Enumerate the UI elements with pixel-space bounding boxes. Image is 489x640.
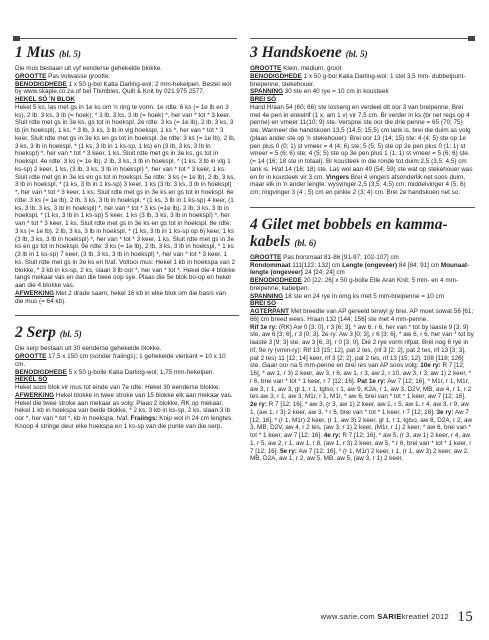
section-heading: SPANNING [250,88,284,96]
needle-rule-mid-right [250,207,475,208]
page-number: 15 [457,609,473,625]
section-heading: GROOTTE [15,72,47,80]
footer-issue: kreatief 2012 [401,612,449,621]
footer-url: www.sarie.com [320,612,375,621]
section-heading: BENODIGDHEDE [15,368,67,376]
section-heading: AGTERPANT [250,308,290,315]
section-heading: HEKEL SÓ 'N BLOK [15,96,75,103]
pattern-title: 4 Gilet met bobbels en kamma-kabels (bl. 6) [250,215,448,250]
pattern-gilet: 4 Gilet met bobbels en kamma-kabels (bl. 6) GROOTTE Pas borsmaat 81-86 [91-97; 102-107] cm Rondommaat 111[122; 132] cm Lengte (ongeveer) 84 [84; 91] cm Mounaat-lengte (ongeveer) 24 [24; 24] cm BENODIGDHEDE 20 [22; 26] x 50 g-bolle Elle Aran Knit; 5 mm- en 4 mm-breipenne; kabelpen. SPANNING 18 ste en 24 rye in omg ks met 5 mm-breipenne = 10 cm BREI SÓ AGTERPANT Met breedte van AP gereeld terwyl jy brei. AP moet sowat 56 [61; 66] cm breed wees. H/aan 132 [144; 156] ste met 4 mm-penne. Rif 1e ry: (RK) Aw 0 [3; 0], r 3 [6; 3], * aw 6, r 6, her van * tot by laaste 9 [3; 9] ste, aw 6 [3; 6], r 3 [0; 3]. 2e ry: Aw 3 [0; 3], r 6 [3; 6], * aw 6, r 6, her van * tot by laaste 3 [9; 3] ste, aw 3 [6; 3], r 0 [3; 0]. Dié 2 rye vorm rifpat. Brei nog 6 rye in rif. 9e ry (vmin-ry): Rif 13 [15; 12], pat 2 tes, (rif 3 [2; 2], pat 2 tes, rif 13 [3; 3], pat 2 tes) 11 [12; 14] keer, rif 3 [2; 2], pat 2 tes, rif 13 [15; 12]. 108 [118; 126] ste. Gaan oor na 5 mm-penne en brei res van AP soos volg: 10e ry: R 7 [12; 16], * aw 1, r 3) 2 keer, aw 3, r 6, aw 1, r 3, aw 2, r 10, aw 3, r 3, aw 1) 2 keer, * r 6, brei van * tot * 1 keer, r 7 [12; 16]. Pat 1e ry: Aw 7 [12; 16], * M1r, r 1, M1r, aw 3, r 1, aw 3, gl 1, r 1, tglso, r 1, aw 9, K2A, r 1, aw 3, D2V, MB, aw 4, r 1, r 2 tes aw 3, r 1, aw 3, M1r, r 1, M1r, * aw 6, brei van * tot * 1 keer, aw 7 [12; 16]. 2e ry: R 7 [12; 16], * aw 3, (r 3, aw 1) 2 keer, aw 1, r 5, aw 1, r 4, aw 3, r 9, aw 1, (aw 1, r 3) 2 keer, aw 3, * r 6, brei van * tot * 1 keer, r 7 [12; 16]. 3e ry: Aw 7 [12; 16], * (r 1, M1r) 2 keer, (r 1, aw 3) 2 keer, gl 1, r 1, tglso, aw 8, D2A, r 2, aw 3, MB, D2V, aw 4, r 2 tes, (aw 3, r 1) 2 keer, (M1r, r 1) 2 keer, * aw 6, brei van * tot * 1 keer, aw 7 [12; 16]. 4e ry: R 7 [12; 16], * aw 5, (r 3, aw 1) 2 keer, r 4, aw 1, r 5, aw 2, r 1, aw 1, r 8, (aw 1, r 3) 2 keer, aw 5, * r 6, brei van * tot * 1 keer, r 7 [12; 16]. 5e ry: Aw 7 [12; 16], * (r 1, M1r) 2 keer, r 1, (r 1, aw 3) 2 keer, aw 2, MB, D2A, aw 1, r 2, aw 5, MB, aw 5, (aw 3, r 1) 2 keer, [250,215,474,463]
pattern-title: 3 Handskoene (bl. 5) [250,44,368,61]
left-column [15,44,236,431]
section-heading: GROOTTE [250,253,282,261]
needle-rule-left [13,38,237,39]
needle-cap-left [13,36,20,41]
section-heading: GROOTTE [15,353,47,360]
section-heading: SPANNING [250,292,284,300]
section-heading: AFWERKING [15,391,55,399]
intro-text: Die serp bestaan uit 30 eenderse gehekelde blokke. [15,345,162,353]
pattern-title: 1 Mus (bl. 5) [15,44,81,61]
page-footer [321,609,473,626]
section-heading: BREI SÓ [250,96,277,103]
right-column [250,44,474,463]
footer-magazine: SARIE [377,612,402,621]
section-heading: BENODIGDHEDE [250,72,302,80]
needle-rule-mid-left [15,315,239,316]
instructions-text: Hekel soos blok vir mus tot einde van 7e rdte. Hekel 30 eenderse blokke. [15,384,221,391]
pattern-serp: 2 Serp (bl. 5) Die serp bestaan uit 30 eenderse gehekelde blokke. GROOTTE 17,5 x 150 cm (sonder fraiings); 1 gehekelde vierkant = 10 x 10 cm. BENODIGDHEDE 5 x 50 g-bolle Katia Darling-wol; 1,75 mm-hekelpen. HEKEL SÓ Hekel soos blok vir mus tot einde van 7e rdte. Hekel 30 eenderse blokke. AFWERKING Hekel blokke in twee stroke van 15 blokke elk aan mekaar vas. Hekel die twee stroke aan mekaar as volg: Plaas 2 blokke, RK op mekaar, hekel 1 kb in hoekspa van beide blokke, * 2 ks, 3 kb in ks-sp, 2 ks, slaan 3 lb oor *, her van * tot *, kb in hoekspa, h/af. Fraiings: Knip wol in 24 cm lengtes. Knoop 4 stringe deur elke hoekspa en 1 ks-sp van die punte van die serp. [15,324,236,430]
instructions-text: Hekel 5 ks, las met gs in 1e ks om 'n ring te vorm. 1e rdte: 6 ks (= 1e lb en 3 ks), 2 lb, 3 ks, 3 lb (= hoek); * 3 lb, 3 ks, 3 lb (= hoek) *, her van * tot * 3 keer. Sluit rdte met gs in 3e ks, gs tot in hoekspl. 2e rdte: 3 ks (= 1e lb), 2 lb, 3 ks, 3 lb (in hoekspl), 1 ks, * 3 lb, 3 ks, 3 lb in vlg hoekspl, 1 ks *, her van * tot * 3 keer. Sluit rdte met gs in 3e ks en gs tot in hoekspl. 3e rdte: 3 ks (= 1e lb), 2 lb, 3 ks, 3 lb in hoekspl, * (1 ks, 3 lb in 1 ks-sp, 1 ks) en (3 lb, 3 ks, 3 lb in hoekspl) *, her van * tot * 3 keer, 1 ks. Sluit rdte met gs in 3e ks, gs tot in hoekspl. 4e rdte: 3 ks (= 1e lb), 2 lb, 3 ks, 3 lb in hoekspl, * (1 ks, 3 lb in vlg 1 ks-sp) 2 keer, 1 ks, (3 lb, 3 ks, 3 lb in hoekspl) *, her van * tot * 3 keer, 1 ks. Sluit rdte met gs in 3e ks en gs tot in hoekspl. 5e rdte: 3 ks (= 1e lb), 2 lb, 3 ks, 3 lb in hoekspl, * (1 ks, 3 lb in 1 ks-sp) 3 keer, 1 ks (3 lb, 3 ks, 3 lb in hoekspl) *, her van * tot * 3 keer, 1 ks. Sluit rdte met gs in 3e ks en gs tot in hoekspl. 6e rdte: 3 ks (= 1e lb), 2 lb, 3 ks, 3 lb in hoekspl, * (1 ks, 3 lb in 1 ks-sp) 4 keer, (1 ks, 3 lb, 3 ks, 3 lb in hoekspl) *, her van * tot * 3 ks (=1e lb), 2 lb, 3 ks, 3 lb in hoekspl, * (1 ks, 3 lb in 1 ks-sp) 5 keer, 1 ks (3 lb, 3 ks, 3 lb in hoekspl) *, her van * tot * 3 keer, 1 ks. Sluit rdte met gs in 3e ks en gs tot in hoekspl. 8e rdte: 3 ks (= 1e lb), 2 lb, 3 ks, 3 lb in hoekspl, * (1 ks, 3 lb in 1 ks-sp op 6) keer, 1 ks (3 lb, 3 ks, 3 lb in hoekspl) *, her van * tot * 3 keer, 1 ks. Sluit rdte met gs in 3e ks en gs tot in hoekspl. 9e rdte: 3 ks (= 1e lb), 2 lb, 3 ks, 3 lb in hoekspl, * 1 ks (3 lb in 1 ks-sp) 7 keer, (3 lb, 3 ks, 3 lb in hoekspl) *, her van * tot * 3 keer, 1 ks. Sluit rdte met gs in 3e ks en h/af. Voltooi mus: Hekel 1 kb in hoekspa van 2 blokke, * 3 kb in ks-sp, 2 ks, slaan 3 lb oor *, her van * tot *. Hekel die 4 blokke langs mekaar vas en dan die twee oop sye. Plaas die 5e blok bo-op en hekel aan die 4 blokke vas. [15,103,236,289]
needle-cap-right [468,36,475,41]
pattern-title: 2 Serp (bl. 5) [15,324,82,342]
section-heading: AFWERKING [15,289,55,297]
section-heading: GROOTTE [250,65,282,72]
section-heading: HEKEL SÓ [15,376,48,384]
section-heading: BENODIGDHEDE [15,80,67,88]
needle-rule-right [250,38,475,39]
pattern-mus: 1 Mus (bl. 5) Die mus bestaan uit vyf eenderse gehekelde blokke. GROOTTE Pas volwasse grootte. BENODIGDHEDE 1 x 50 g-bol Katia Darling-wol; 2 mm-hekelpen. Bestel wol by www.skapie.co.za of bel Thimbles, Quilt & Knit by 021 975 2577. HEKEL SÓ 'N BLOK Hekel 5 ks, las met gs in 1e ks om 'n ring te vorm. 1e rdte: 6 ks (= 1e lb en 3 ks), 2 lb, 3 ks, 3 lb (= hoek); * 3 lb, 3 ks, 3 lb (= hoek) *, her van * tot * 3 keer. Sluit rdte met gs in 3e ks, gs tot in hoekspl. 2e rdte: 3 ks (= 1e lb), 2 lb, 3 ks, 3 lb (in hoekspl), 1 ks, * 3 lb, 3 ks, 3 lb in vlg hoekspl, 1 ks *, her van * tot * 3 keer. Sluit rdte met gs in 3e ks en gs tot in hoekspl. 3e rdte: 3 ks (= 1e lb), 2 lb, 3 ks, 3 lb in hoekspl, * (1 ks, 3 lb in 1 ks-sp, 1 ks) en (3 lb, 3 ks, 3 lb in hoekspl) *, her van * tot * 3 keer, 1 ks. Sluit rdte met gs in 3e ks, gs tot in hoekspl. 4e rdte: 3 ks (= 1e lb), 2 lb, 3 ks, 3 lb in hoekspl, * (1 ks, 3 lb in vlg 1 ks-sp) 2 keer, 1 ks, (3 lb, 3 ks, 3 lb in hoekspl) *, her van * tot * 3 keer, 1 ks. Sluit rdte met gs in 3e ks en gs tot in hoekspl. 5e rdte: 3 ks (= 1e lb), 2 lb, 3 ks, 3 lb in hoekspl, * (1 ks, 3 lb in 1 ks-sp) 3 keer, 1 ks (3 lb, 3 ks, 3 lb in hoekspl) *, her van * tot * 3 keer, 1 ks. Sluit rdte met gs in 3e ks en gs tot in hoekspl. 6e rdte: 3 ks (= 1e lb), 2 lb, 3 ks, 3 lb in hoekspl, * (1 ks, 3 lb in 1 ks-sp) 4 keer, (1 ks, 3 lb, 3 ks, 3 lb in hoekspl) *, her van * tot * 3 ks (=1e lb), 2 lb, 3 ks, 3 lb in hoekspl, * (1 ks, 3 lb in 1 ks-sp) 5 keer, 1 ks (3 lb, 3 ks, 3 lb in hoekspl) *, her van * tot * 3 keer, 1 ks. Sluit rdte met gs in 3e ks en gs tot in hoekspl. 8e rdte: 3 ks (= 1e lb), 2 lb, 3 ks, 3 lb in hoekspl, * (1 ks, 3 lb in 1 ks-sp op 6) keer, 1 ks (3 lb, 3 ks, 3 lb in hoekspl) *, her van * tot * 3 keer, 1 ks. Sluit rdte met gs in 3e ks en gs tot in hoekspl. 9e rdte: 3 ks (= 1e lb), 2 lb, 3 ks, 3 lb in hoekspl, * 1 ks (3 lb in 1 ks-sp) 7 keer, (3 lb, 3 ks, 3 lb in hoekspl) *, her van * tot * 3 keer, 1 ks. Sluit rdte met gs in 3e ks en h/af. Voltooi mus: Hekel 1 kb in hoekspa van 2 blokke, * 3 kb in ks-sp, 2 ks, slaan 3 lb oor *, her van * tot *. Hekel die 4 blokke langs mekaar vas en dan die twee oop sye. Plaas die 5e blok bo-op en hekel aan die 4 blokke vas. AFWERKING Met 2 drade saam, hekel 16 kb in elke blok om die basis van die mus (= 64 kb). [15,44,236,305]
section-heading: BREI SÓ [250,300,277,308]
pattern-handskoene: 3 Handskoene (bl. 5) GROOTTE Klein, medium, groot BENODIGDHEDE 1 x 50 g-bol Katia Darling-wol; 1 stel 3,5 mm- dubbelpunt-breipenne; stekehouer. SPANNING 30 ste en 40 rye = 10 cm in kousteek BREI SÓ Hand H/aan 54 (60; 66) ste losserig en verdeel dit oor 3 van breipenne. Brei met 4e pen in enkelrif (1 x, am 1 v) vir 7,5 cm. Br verder in ks (br net regs op 4 penne) en vmeer 11(10; 9) ste. Versprei ste oor die drie penne = 65 (70; 75) ste. Wanneer die handskoen 13,5 (14,5; 15,5) cm lank is, brei die duim as volg (plaas ander ste op 'n stekehouer): Brei oor 13 (14; 15) ste: 4 (4; 5) ste op 1e pen plus 0 (0; 1) st vmeer = 4 (4; 6) ste; 5 (5; 5) ste op 2e pen plus 0 (1; 1) st vmeer = 5 (6; 6) ste; 4 (5; 5) ste op 3e pen plus 1 (1; 1) st vmeer = 5 (6; 6) ste. (= 14 (16; 18 ste in totaal). Br kousteek in die ronde tot duim 2,5 (3,5; 4,5) cm lank is. H/af 14 (16; 18) ste. Las wol aan 49 (54; 59) ste wat op stekehouer was en br in kousteek vir 3 cm. Vingers Brei 4 vingers afsonderlik net soos duim, maar elk in 'n ander lengte: wysvinger 2,5 (3,5; 4,5) cm; middelvinger 4 (5; 6) cm; ringvinger 3 (4 ; 5) cm en pinkie 2 (3; 4) cm. Brei 2e handskoen net so. [250,44,473,196]
intro-text: Die mus bestaan uit vyf eenderse gehekelde blokke. [15,65,163,72]
section-heading: BENODIGDHEDE [250,277,302,284]
